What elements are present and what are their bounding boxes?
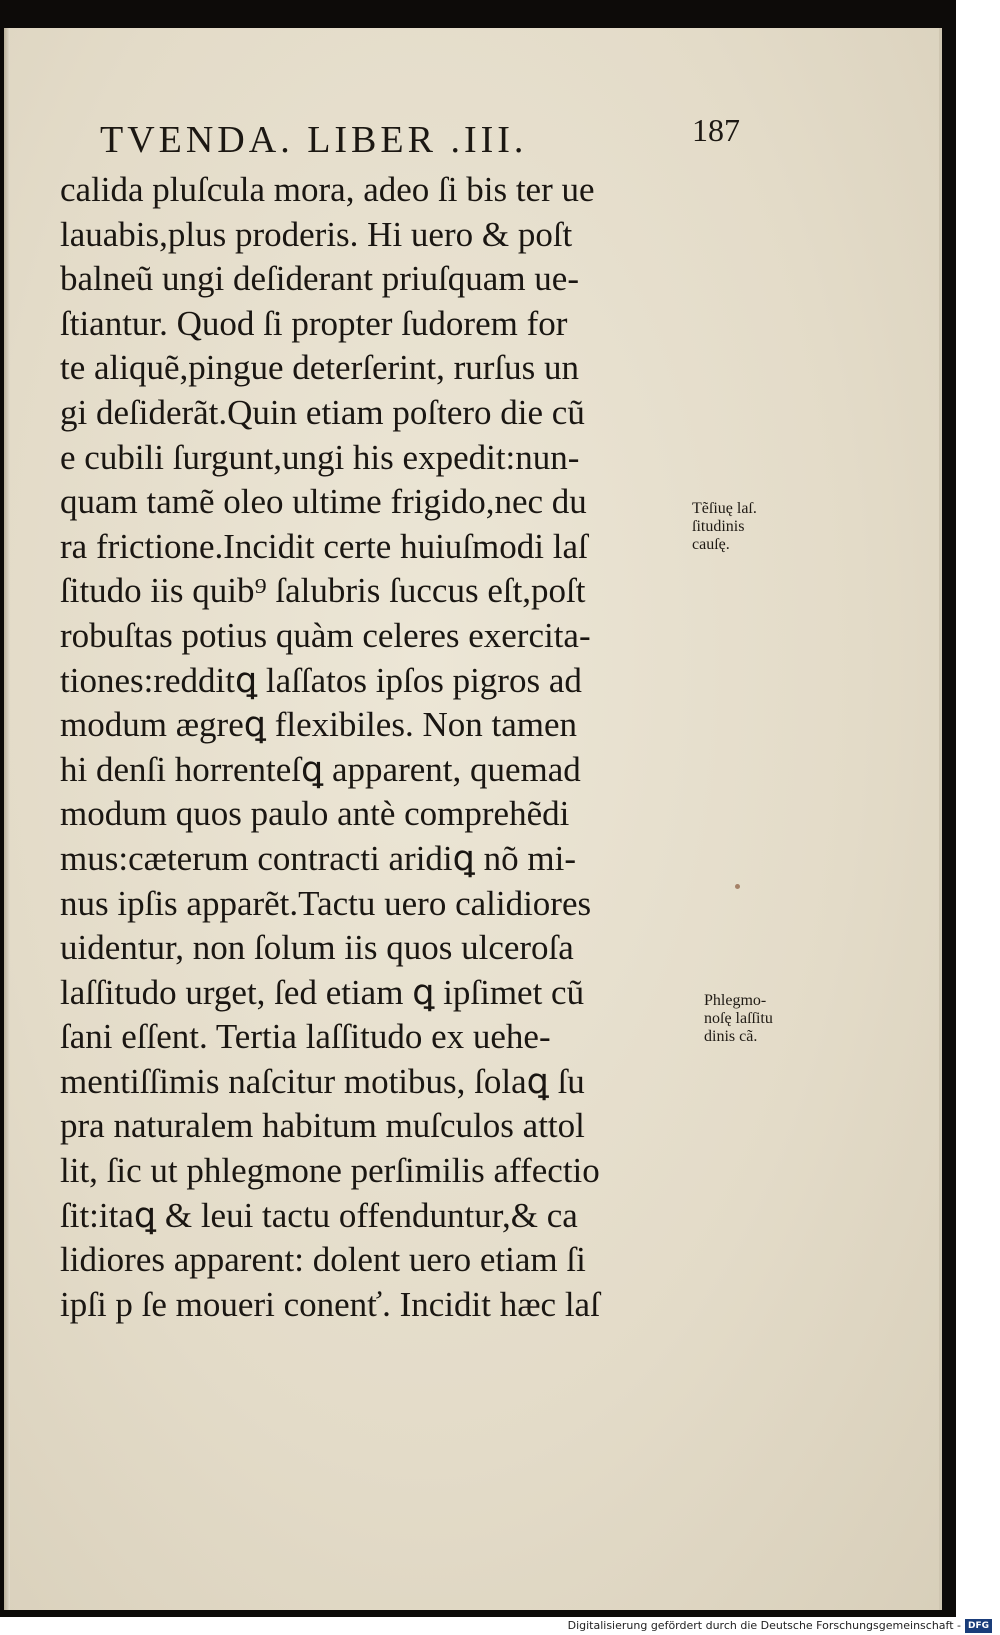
main-text-block <box>60 168 700 1327</box>
text-line: e cubili ſurgunt,ungi his expedit:nun- <box>60 437 580 477</box>
paper-stain <box>735 884 740 889</box>
text-line: gi deſiderãt.Quin etiam poſtero die cũ <box>60 392 585 432</box>
text-line: ra frictione.Incidit certe huiuſmodi laſ <box>60 526 588 566</box>
text-line: laſſitudo urget, ſed etiam ꝗ ipſimet cũ <box>60 972 585 1012</box>
text-line: quam tamẽ oleo ultime frigido,nec du <box>60 482 587 522</box>
text-line: ipſi p ſe moueri conenť. Incidit hæc laſ <box>60 1284 600 1324</box>
margin-note-1 <box>692 500 757 554</box>
text-line: mentiſſimis naſcitur motibus, ſolaꝗ ſu <box>60 1061 585 1101</box>
dfg-logo: DFG <box>965 1619 992 1633</box>
text-line: modum ægreꝗ flexibiles. Non tamen <box>60 705 577 745</box>
text-line: ſtiantur. Quod ſi propter ſudorem for <box>60 303 568 343</box>
text-line: ſani eſſent. Tertia laſſitudo ex uehe- <box>60 1017 551 1057</box>
margin-note-line: noſę laſſitu <box>704 1010 773 1027</box>
text-line: ſit:itaꝗ & leui tactu offenduntur,& ca <box>60 1195 578 1235</box>
text-line: pra naturalem habitum muſculos attol <box>60 1106 585 1146</box>
text-line: mus:cæterum contracti aridiꝗ nõ mi- <box>60 838 576 878</box>
text-line: calida pluſcula mora, adeo ſi bis ter ue <box>60 170 595 209</box>
text-line: robuſtas potius quàm celeres exercita- <box>60 615 591 655</box>
margin-note-line: dinis cã. <box>704 1028 758 1045</box>
margin-note-line: cauſę. <box>692 536 730 553</box>
page-header <box>100 112 740 170</box>
text-line: balneũ ungi deſiderant priuſquam ue- <box>60 259 580 299</box>
text-line: nus ipſis apparẽt.Tactu uero calidiores <box>60 883 592 923</box>
footer-credit <box>568 1616 992 1635</box>
running-title: TVENDA. LIBER .III. <box>100 119 528 161</box>
text-line: ſitudo iis quib⁹ ſalubris ſuccus eſt,poſt <box>60 571 586 611</box>
text-line: te aliquẽ,pingue deterſerint, rurſus un <box>60 348 580 388</box>
text-line: tiones:redditꝗ laſſatos ipſos pigros ad <box>60 660 582 700</box>
margin-note-line: Tẽſiuę laſ. <box>692 500 757 517</box>
page-number: 187 <box>692 112 740 148</box>
text-line: uidentur, non ſolum iis quos ulceroſa <box>60 928 574 968</box>
text-line: lit, ſic ut phlegmone perſimilis affectio <box>60 1151 600 1191</box>
margin-note-2 <box>704 992 773 1046</box>
margin-note-line: Phlegmo- <box>704 992 767 1009</box>
margin-note-line: ſitudinis <box>692 518 745 535</box>
text-line: lidiores apparent: dolent uero etiam ſi <box>60 1240 586 1280</box>
footer-credit-text: Digitalisierung gefördert durch die Deutsche Forschungsgemeinschaft - <box>567 1619 961 1632</box>
text-line: lauabis,plus proderis. Hi uero & poſt <box>60 214 573 254</box>
text-line: modum quos paulo antè comprehẽdi <box>60 794 570 834</box>
text-line: hi denſi horrenteſꝗ apparent, quemad <box>60 749 581 789</box>
page-gutter-shadow <box>4 28 10 1610</box>
